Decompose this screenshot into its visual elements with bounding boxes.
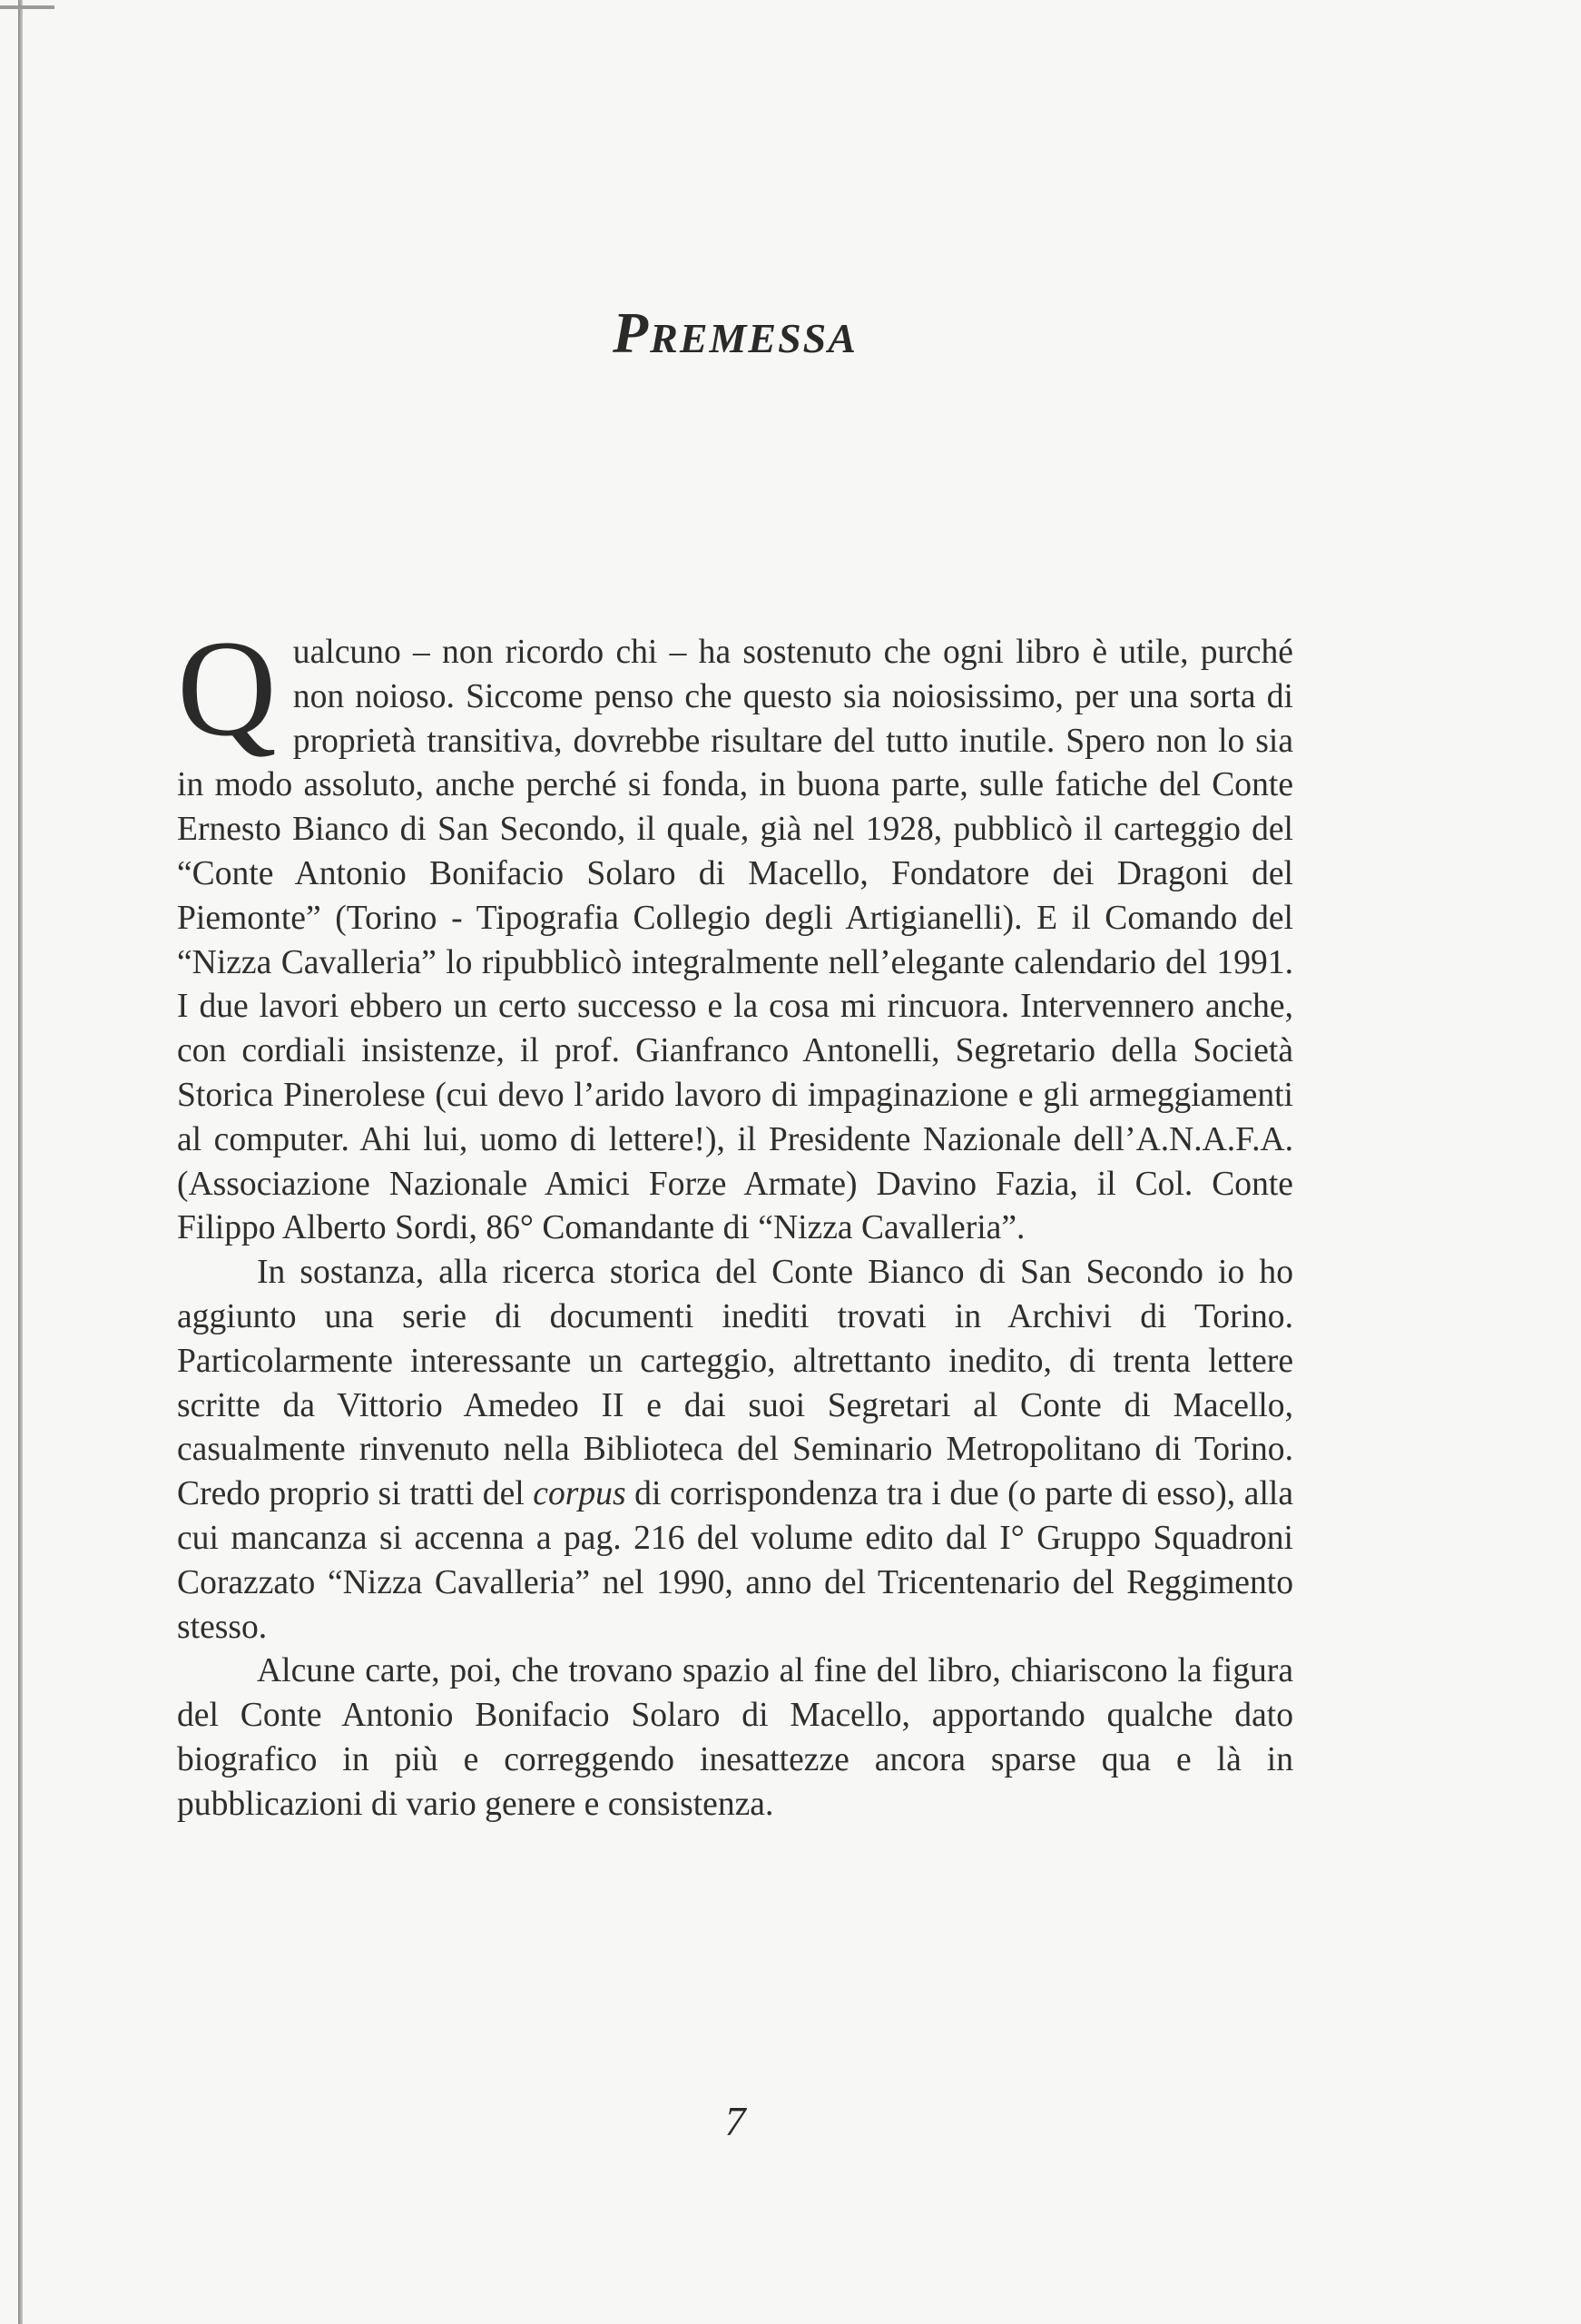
paragraph-2-text-after: di corrispondenza tra i due (o parte di esso), alla cui mancanza si accenna a pag. 216 del volume edito dal I° Gruppo Squadroni Corazzato “Nizza Cavalleria” nel 1990, anno del Tricentenario del Reggimento stesso. xyxy=(177,1475,1294,1646)
paragraph-2 xyxy=(177,1251,1293,1649)
drop-cap: Q xyxy=(177,612,277,764)
paragraph-2-text-before: In sostanza, alla ricerca storica del Conte Bianco di San Secondo io ho aggiunto una serie di documenti inediti trovati in Archivi di Torino. Particolarmente interessante un carteggio, altrettanto inedito, di trenta lettere scritte da Vittorio Amedeo II e dai suoi Segretari al Conte di Macello, casualmente rinvenuto nella Biblioteca del Seminario Metropolitano di Torino. Credo proprio si tratti del xyxy=(177,1254,1293,1513)
paragraph-3: Alcune carte, poi, che trovano spazio al fine del libro, chiariscono la figura del Conte Antonio Bonifacio Solaro di Macello, apportando qualche dato biografico in più e correggendo inesattezze ancora sparse qua e là in pubblicazioni di vario genere e consistenza. xyxy=(177,1652,1293,1823)
page-number: 7 xyxy=(724,2098,746,2144)
page-corner-mark xyxy=(0,5,54,9)
body-text xyxy=(177,612,1294,1827)
chapter-title xyxy=(0,300,1470,367)
chapter-title-rest: REMESSA xyxy=(650,315,858,361)
paragraph-1-text: ualcuno – non ricordo chi – ha sostenuto che ogni libro è utile, purché non noioso. Siccome penso che questo sia noiosissimo, per una sorta di proprietà transitiva, dovrebbe risultare del tutto inutile. Spero non lo sia in modo assoluto, anche perché si fonda, in buona parte, sulle fatiche del Conte Ernesto Bianco di San Secondo, il quale, già nel 1928, pubblicò il carteggio del “Conte Antonio Bonifacio Solaro di Macello, Fondatore dei Dragoni del Piemonte” (Torino - Tipografia Collegio degli Artigianelli). E il Comando del “Nizza Cavalleria” lo ripubblicò integralmente nell’elegante calendario del 1991. I due lavori ebbero un certo successo e la cosa mi rincuora. Intervennero anche, con cordiali insistenze, il prof. Gianfranco Antonelli, Segretario della Società Storica Pinerolese (cui devo l’arido lavoro di impaginazione e gli armeggiamenti al computer. Ahi lui, uomo di lettere!), il Presidente Nazionale dell’A.N.A.F.A. (Associazione Nazionale Amici Forze Armate) Davino Fazia, il Col. Conte Filippo Alberto Sordi, 86° Comandante di “Nizza Cavalleria”. xyxy=(177,634,1293,1247)
paragraph-1 xyxy=(177,612,1293,1251)
paragraph-2-italic-word: corpus xyxy=(533,1475,626,1513)
chapter-title-cap: P xyxy=(613,300,651,365)
